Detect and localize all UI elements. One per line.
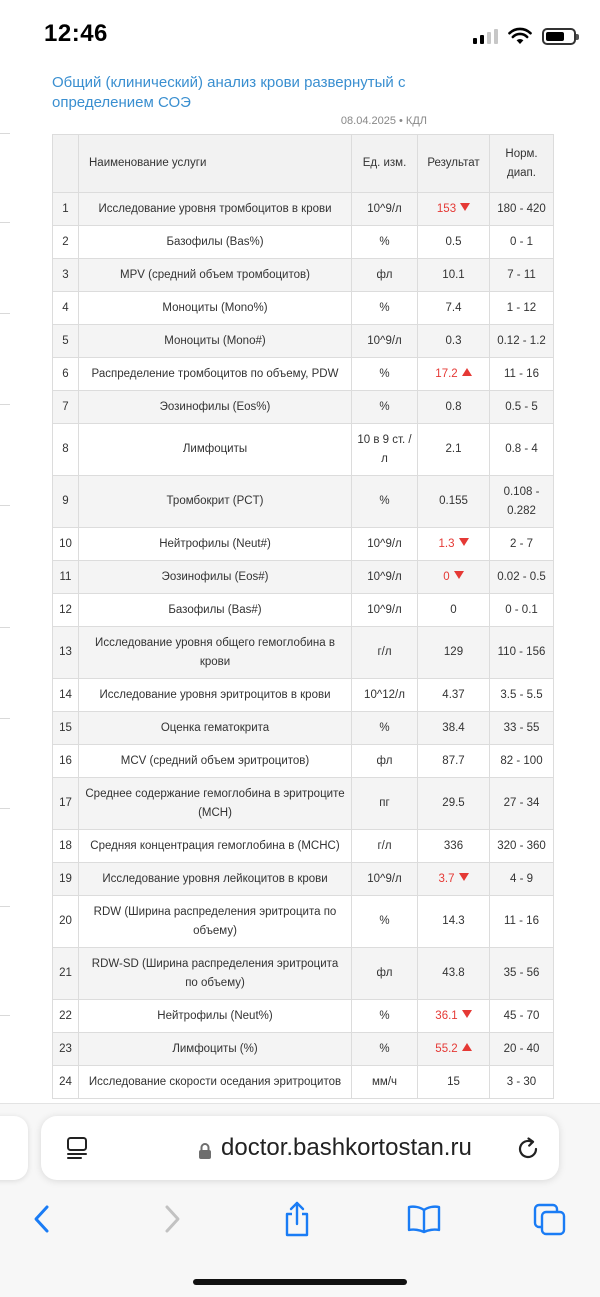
result-cell <box>418 226 490 259</box>
row-number: 14 <box>53 679 79 712</box>
service-name: Тромбокрит (PCT) <box>79 476 352 528</box>
share-icon <box>282 1201 312 1237</box>
row-number: 17 <box>53 778 79 830</box>
reload-icon[interactable] <box>515 1136 541 1162</box>
service-name: Исследование уровня тромбоцитов в крови <box>79 193 352 226</box>
service-name: Исследование уровня общего гемоглобина в крови <box>79 627 352 679</box>
unit-cell: % <box>352 391 418 424</box>
result-value: 7.4 <box>445 301 462 314</box>
row-number: 9 <box>53 476 79 528</box>
normal-range: 0.108 - 0.282 <box>490 476 554 528</box>
forward-icon <box>162 1204 182 1234</box>
result-cell <box>418 325 490 358</box>
result-value: 55.2 <box>435 1042 458 1055</box>
row-number: 13 <box>53 627 79 679</box>
unit-cell: % <box>352 896 418 948</box>
service-name: Лимфоциты <box>79 424 352 476</box>
result-cell <box>418 778 490 830</box>
status-time: 12:46 <box>44 20 108 47</box>
normal-range: 320 - 360 <box>490 830 554 863</box>
normal-range: 35 - 56 <box>490 948 554 1000</box>
row-number: 22 <box>53 1000 79 1033</box>
table-row <box>53 325 554 358</box>
table-row <box>53 712 554 745</box>
table-row <box>53 1033 554 1066</box>
arrow-up-icon <box>462 368 472 376</box>
row-number: 24 <box>53 1066 79 1099</box>
result-cell <box>418 627 490 679</box>
tabs-icon <box>532 1202 568 1236</box>
table-row <box>53 896 554 948</box>
unit-cell: 10^9/л <box>352 193 418 226</box>
result-value: 0 <box>443 570 450 583</box>
unit-cell: % <box>352 358 418 391</box>
table-row <box>53 561 554 594</box>
table-row <box>53 1066 554 1099</box>
normal-range: 0.8 - 4 <box>490 424 554 476</box>
unit-cell: 10^12/л <box>352 679 418 712</box>
table-row <box>53 528 554 561</box>
edge-divider <box>0 133 10 134</box>
service-name: Базофилы (Bas%) <box>79 226 352 259</box>
normal-range: 82 - 100 <box>490 745 554 778</box>
results-table <box>52 134 554 1099</box>
result-cell <box>418 830 490 863</box>
unit-cell: % <box>352 1000 418 1033</box>
service-name: Исследование скорости оседания эритроцитов <box>79 1066 352 1099</box>
report-meta: 08.04.2025 • КДЛ <box>340 115 427 127</box>
edge-divider <box>0 718 10 719</box>
unit-cell: 10^9/л <box>352 594 418 627</box>
service-name: Моноциты (Mono#) <box>79 325 352 358</box>
service-name: MCV (средний объем эритроцитов) <box>79 745 352 778</box>
arrow-down-icon <box>459 873 469 881</box>
normal-range: 20 - 40 <box>490 1033 554 1066</box>
service-name: Эозинофилы (Eos#) <box>79 561 352 594</box>
result-cell <box>418 528 490 561</box>
arrow-up-icon <box>462 1043 472 1051</box>
table-row <box>53 948 554 1000</box>
service-name: Средняя концентрация гемоглобина в (MCHC) <box>79 830 352 863</box>
unit-cell: 10^9/л <box>352 325 418 358</box>
result-value: 0 <box>450 603 457 616</box>
url-text[interactable]: doctor.bashkortostan.ru <box>221 1134 472 1161</box>
row-number: 7 <box>53 391 79 424</box>
normal-range: 0.12 - 1.2 <box>490 325 554 358</box>
wifi-icon <box>508 27 532 45</box>
row-number: 10 <box>53 528 79 561</box>
result-cell <box>418 358 490 391</box>
row-number: 11 <box>53 561 79 594</box>
normal-range: 3 - 30 <box>490 1066 554 1099</box>
row-number: 16 <box>53 745 79 778</box>
row-number: 8 <box>53 424 79 476</box>
result-cell <box>418 561 490 594</box>
service-name: Эозинофилы (Eos%) <box>79 391 352 424</box>
normal-range: 33 - 55 <box>490 712 554 745</box>
page-title: Общий (клинический) анализ крови развернутый с определением СОЭ <box>52 74 406 111</box>
table-row <box>53 745 554 778</box>
battery-icon <box>542 28 576 45</box>
service-name: RDW (Ширина распределения эритроцита по объему) <box>79 896 352 948</box>
table-row <box>53 292 554 325</box>
edge-divider <box>0 906 10 907</box>
row-number: 18 <box>53 830 79 863</box>
table-row <box>53 476 554 528</box>
bookmarks-button[interactable] <box>402 1199 446 1239</box>
row-number: 21 <box>53 948 79 1000</box>
row-number: 2 <box>53 226 79 259</box>
result-value: 15 <box>447 1075 460 1088</box>
header-name: Наименование услуги <box>79 135 352 193</box>
service-name: RDW-SD (Ширина распределения эритроцита по объему) <box>79 948 352 1000</box>
normal-range: 0 - 1 <box>490 226 554 259</box>
service-name: Базофилы (Bas#) <box>79 594 352 627</box>
result-cell <box>418 712 490 745</box>
unit-cell: 10^9/л <box>352 561 418 594</box>
result-cell <box>418 1033 490 1066</box>
unit-cell: % <box>352 292 418 325</box>
table-row <box>53 627 554 679</box>
result-value: 0.8 <box>445 400 462 413</box>
header-num <box>53 135 79 193</box>
edge-divider <box>0 1015 10 1016</box>
status-bar <box>0 0 600 70</box>
table-row <box>53 679 554 712</box>
browser-nav-bar <box>0 1199 600 1239</box>
browser-toolbar <box>0 1103 600 1297</box>
result-cell <box>418 745 490 778</box>
edge-divider <box>0 404 10 405</box>
result-value: 153 <box>436 202 457 215</box>
normal-range: 0 - 0.1 <box>490 594 554 627</box>
result-cell <box>418 391 490 424</box>
result-cell <box>418 292 490 325</box>
result-value: 0.155 <box>439 495 468 507</box>
unit-cell: % <box>352 1033 418 1066</box>
result-value: 43.8 <box>442 967 465 979</box>
result-value: 17.2 <box>435 367 458 380</box>
result-value: 336 <box>443 839 464 852</box>
result-cell <box>418 594 490 627</box>
table-header-row <box>53 135 554 193</box>
row-number: 19 <box>53 863 79 896</box>
result-value: 29.5 <box>442 797 465 809</box>
result-value: 4.37 <box>442 688 465 701</box>
unit-cell: % <box>352 226 418 259</box>
service-name: MPV (средний объем тромбоцитов) <box>79 259 352 292</box>
normal-range: 180 - 420 <box>490 193 554 226</box>
row-number: 20 <box>53 896 79 948</box>
normal-range: 2 - 7 <box>490 528 554 561</box>
service-name: Среднее содержание гемоглобина в эритроците (MCH) <box>79 778 352 830</box>
result-cell <box>418 259 490 292</box>
unit-cell: фл <box>352 745 418 778</box>
normal-range: 110 - 156 <box>490 627 554 679</box>
normal-range: 4 - 9 <box>490 863 554 896</box>
row-number: 3 <box>53 259 79 292</box>
unit-cell: 10^9/л <box>352 528 418 561</box>
bookmarks-icon <box>406 1204 442 1234</box>
table-row <box>53 1000 554 1033</box>
normal-range: 27 - 34 <box>490 778 554 830</box>
unit-cell: % <box>352 712 418 745</box>
lock-icon <box>198 1142 212 1160</box>
service-name: Исследование уровня лейкоцитов в крови <box>79 863 352 896</box>
table-row <box>53 226 554 259</box>
result-cell <box>418 193 490 226</box>
cellular-signal-icon <box>473 28 498 44</box>
unit-cell: 10 в 9 ст. /л <box>352 424 418 476</box>
result-value: 1.3 <box>438 537 455 550</box>
service-name: Нейтрофилы (Neut#) <box>79 528 352 561</box>
header-unit: Ед. изм. <box>352 135 418 193</box>
result-cell <box>418 424 490 476</box>
normal-range: 0.5 - 5 <box>490 391 554 424</box>
service-name: Моноциты (Mono%) <box>79 292 352 325</box>
unit-cell: г/л <box>352 830 418 863</box>
unit-cell: мм/ч <box>352 1066 418 1099</box>
row-number: 1 <box>53 193 79 226</box>
table-row <box>53 259 554 292</box>
header-range: Норм. диап. <box>490 135 554 193</box>
edge-divider <box>0 808 10 809</box>
normal-range: 3.5 - 5.5 <box>490 679 554 712</box>
address-bar[interactable] <box>41 1116 559 1180</box>
unit-cell: 10^9/л <box>352 863 418 896</box>
result-value: 87.7 <box>442 754 465 767</box>
row-number: 5 <box>53 325 79 358</box>
service-name: Распределение тромбоцитов по объему, PDW <box>79 358 352 391</box>
table-row <box>53 193 554 226</box>
row-number: 15 <box>53 712 79 745</box>
service-name: Лимфоциты (%) <box>79 1033 352 1066</box>
result-value: 129 <box>443 646 464 658</box>
unit-cell: фл <box>352 259 418 292</box>
arrow-down-icon <box>459 538 469 546</box>
normal-range: 11 - 16 <box>490 358 554 391</box>
tabs-button[interactable] <box>528 1199 572 1239</box>
result-cell <box>418 679 490 712</box>
forward-button[interactable] <box>150 1199 194 1239</box>
edge-divider <box>0 627 10 628</box>
result-value: 14.3 <box>442 915 465 927</box>
result-cell <box>418 476 490 528</box>
header-result: Результат <box>418 135 490 193</box>
result-value: 38.4 <box>442 721 465 734</box>
result-cell <box>418 1000 490 1033</box>
edge-divider <box>0 222 10 223</box>
arrow-down-icon <box>462 1010 472 1018</box>
row-number: 4 <box>53 292 79 325</box>
normal-range: 1 - 12 <box>490 292 554 325</box>
arrow-down-icon <box>460 203 470 211</box>
share-button[interactable] <box>275 1199 319 1239</box>
result-value: 0.5 <box>445 235 462 248</box>
table-row <box>53 863 554 896</box>
table-row <box>53 424 554 476</box>
normal-range: 45 - 70 <box>490 1000 554 1033</box>
service-name: Оценка гематокрита <box>79 712 352 745</box>
unit-cell: % <box>352 476 418 528</box>
back-button[interactable] <box>20 1199 64 1239</box>
result-cell <box>418 1066 490 1099</box>
table-row <box>53 358 554 391</box>
arrow-down-icon <box>454 571 464 579</box>
normal-range: 0.02 - 0.5 <box>490 561 554 594</box>
result-value: 0.3 <box>445 334 462 347</box>
table-row <box>53 778 554 830</box>
service-name: Нейтрофилы (Neut%) <box>79 1000 352 1033</box>
unit-cell: фл <box>352 948 418 1000</box>
unit-cell: г/л <box>352 627 418 679</box>
result-value: 2.1 <box>445 443 462 455</box>
result-value: 10.1 <box>442 268 465 281</box>
previous-tab-preview[interactable] <box>0 1116 28 1180</box>
reader-icon[interactable] <box>65 1136 89 1160</box>
row-number: 23 <box>53 1033 79 1066</box>
edge-divider <box>0 313 10 314</box>
normal-range: 11 - 16 <box>490 896 554 948</box>
status-icons <box>473 24 576 48</box>
result-value: 36.1 <box>435 1009 458 1022</box>
back-icon <box>32 1204 52 1234</box>
result-value: 3.7 <box>438 872 455 885</box>
row-number: 6 <box>53 358 79 391</box>
result-cell <box>418 948 490 1000</box>
table-row <box>53 830 554 863</box>
service-name: Исследование уровня эритроцитов в крови <box>79 679 352 712</box>
table-row <box>53 391 554 424</box>
result-cell <box>418 896 490 948</box>
result-cell <box>418 863 490 896</box>
edge-divider <box>0 505 10 506</box>
row-number: 12 <box>53 594 79 627</box>
unit-cell: пг <box>352 778 418 830</box>
normal-range: 7 - 11 <box>490 259 554 292</box>
home-indicator <box>193 1279 407 1285</box>
table-row <box>53 594 554 627</box>
